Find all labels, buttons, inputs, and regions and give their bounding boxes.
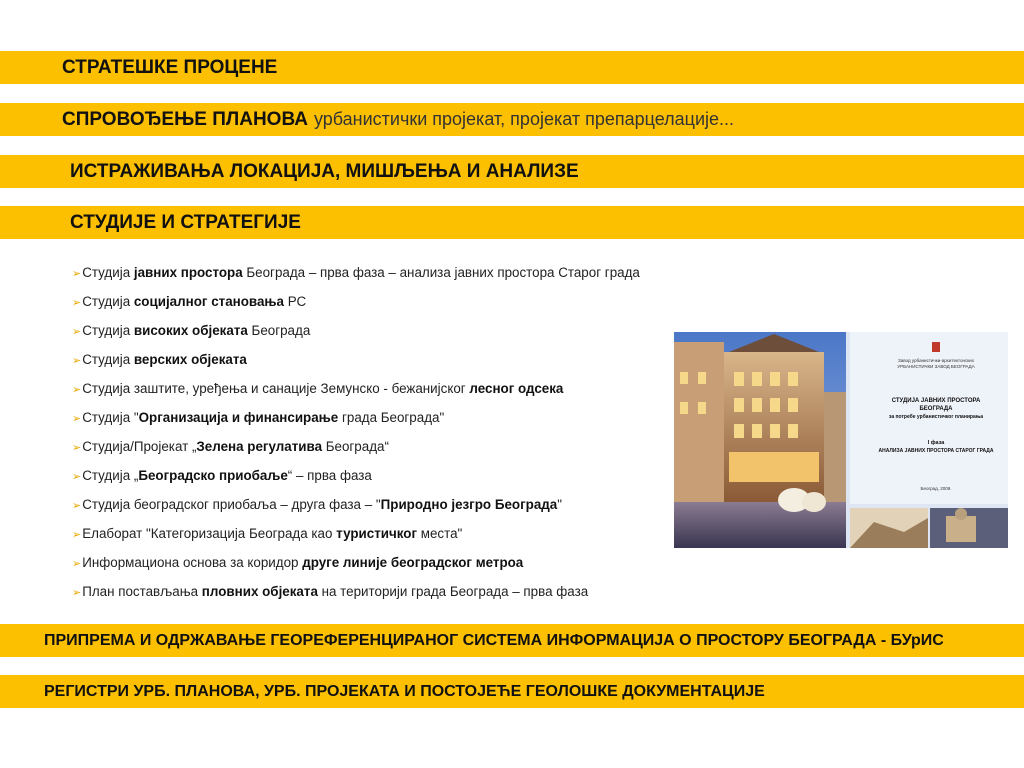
item-text: на територији града Београда – прва фаза — [317, 584, 589, 599]
item-text: града Београда" — [338, 410, 445, 425]
item-text: Студија — [82, 352, 134, 367]
section-band-strategic — [0, 51, 1024, 84]
study-list-item — [72, 432, 732, 461]
svg-text:Завод урбанистички-архитектонс: Завод урбанистички-архитектонских — [898, 358, 974, 363]
arrow-bullet-icon: ➢ — [72, 326, 82, 338]
band-subtitle: урбанистички пројекат, пројекат препарцелације... — [313, 109, 735, 129]
arrow-bullet-icon: ➢ — [72, 558, 82, 570]
section-band-plans — [0, 103, 1024, 136]
item-bold-text: Природно језгро Београда — [380, 497, 558, 512]
item-bold-text: јавних простора — [133, 265, 243, 280]
item-text: Студија — [82, 294, 134, 309]
arrow-bullet-icon: ➢ — [72, 355, 82, 367]
band-title: ПРИПРЕМА И ОДРЖАВАЊЕ ГЕОРЕФЕРЕНЦИРАНОГ СИСТЕМА ИНФОРМАЦИЈА О ПРОСТОРУ БЕОГРАДА - БУрИС — [44, 631, 944, 649]
item-bold-text: Београдско приобаље — [138, 468, 288, 483]
item-bold-text: лесног одсека — [469, 381, 564, 396]
arrow-bullet-icon: ➢ — [72, 442, 82, 454]
band-title: СПРОВОЂЕЊЕ ПЛАНОВА — [62, 108, 308, 130]
band-title: СТРАТЕШКЕ ПРОЦЕНЕ — [62, 56, 278, 78]
item-text: Елаборат "Категоризација Београда као — [82, 526, 337, 541]
study-list-item — [72, 490, 732, 519]
item-text: Студија — [82, 323, 134, 338]
arrow-bullet-icon: ➢ — [72, 384, 82, 396]
item-text: " — [557, 497, 562, 512]
study-cover-image — [674, 332, 1008, 548]
arrow-bullet-icon: ➢ — [72, 413, 82, 425]
band-title: РЕГИСТРИ УРБ. ПЛАНОВА, УРБ. ПРОЈЕКАТА И ПОСТОЈЕЋЕ ГЕОЛОШКЕ ДОКУМЕНТАЦИЈЕ — [44, 682, 765, 700]
item-text: Београда“ — [322, 439, 389, 454]
item-text: “ – прва фаза — [287, 468, 372, 483]
svg-text:СТУДИЈА ЈАВНИХ ПРОСТОРА: СТУДИЈА ЈАВНИХ ПРОСТОРА — [891, 398, 981, 404]
arrow-bullet-icon: ➢ — [72, 471, 82, 483]
section-band-studies — [0, 206, 1024, 239]
section-band-buris — [0, 624, 1024, 657]
study-list-item — [72, 287, 732, 316]
study-list-item — [72, 548, 732, 577]
item-text: Информациона основа за коридор — [82, 555, 303, 570]
study-list-item — [72, 316, 732, 345]
arrow-bullet-icon: ➢ — [72, 529, 82, 541]
item-bold-text: туристичког — [336, 526, 418, 541]
item-text: РС — [284, 294, 307, 309]
studies-list — [72, 258, 732, 606]
study-list-item — [72, 519, 732, 548]
item-text: места" — [417, 526, 463, 541]
arrow-bullet-icon: ➢ — [72, 297, 82, 309]
item-text: Студија " — [82, 410, 139, 425]
section-band-registry — [0, 675, 1024, 708]
svg-text:за потребе урбанистичког плани: за потребе урбанистичког планирања — [888, 414, 984, 420]
section-band-research — [0, 155, 1024, 188]
item-text: Студија/Пројекат „ — [82, 439, 197, 454]
arrow-bullet-icon: ➢ — [72, 268, 82, 280]
arrow-bullet-icon: ➢ — [72, 500, 82, 512]
study-list-item — [72, 345, 732, 374]
item-text: Студија београдског приобаља – друга фаза – " — [82, 497, 381, 512]
item-bold-text: пловних објеката — [201, 584, 318, 599]
svg-text:АНАЛИЗА ЈАВНИХ ПРОСТОРА СТАРОГ: АНАЛИЗА ЈАВНИХ ПРОСТОРА СТАРОГ ГРАДА — [878, 448, 994, 454]
item-bold-text: верских објеката — [133, 352, 247, 367]
item-bold-text: високих објеката — [133, 323, 248, 338]
item-bold-text: друге линије београдског метроа — [302, 555, 524, 570]
item-text: Београда – прва фаза – анализа јавних простора Старог града — [242, 265, 640, 280]
svg-text:Београд, 2009.: Београд, 2009. — [920, 486, 952, 491]
item-bold-text: социјалног становања — [133, 294, 284, 309]
svg-text:БЕОГРАДА: БЕОГРАДА — [919, 406, 953, 412]
study-list-item — [72, 258, 732, 287]
study-list-item — [72, 461, 732, 490]
item-text: Студија — [82, 265, 134, 280]
study-list-item — [72, 577, 732, 606]
item-text: План постављања — [82, 584, 202, 599]
svg-text:I фаза: I фаза — [927, 440, 945, 446]
item-bold-text: Зелена регулатива — [196, 439, 323, 454]
item-bold-text: Организација и финансирање — [138, 410, 339, 425]
band-title: СТУДИЈЕ И СТРАТЕГИЈЕ — [70, 211, 301, 233]
item-text: Београда — [247, 323, 311, 338]
item-text: Студија заштите, уређења и санације Земунско - бежанијског — [82, 381, 470, 396]
item-text: Студија „ — [82, 468, 139, 483]
study-list-item — [72, 374, 732, 403]
band-title: ИСТРАЖИВАЊА ЛОКАЦИЈА, МИШЉЕЊА И АНАЛИЗЕ — [70, 160, 579, 182]
study-list-item — [72, 403, 732, 432]
svg-text:УРБАНИСТИЧКИ ЗАВОД БЕОГРАДА: УРБАНИСТИЧКИ ЗАВОД БЕОГРАДА — [897, 364, 975, 369]
arrow-bullet-icon: ➢ — [72, 587, 82, 599]
